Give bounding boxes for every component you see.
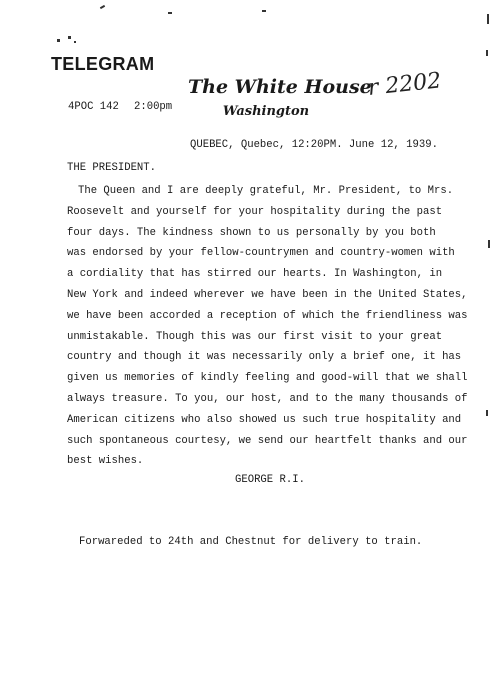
scan-mark [57, 39, 60, 42]
scan-mark [486, 410, 488, 416]
scan-mark [100, 5, 105, 9]
body-line: New York and indeed wherever we have been in the United States, [67, 288, 468, 301]
message-body [67, 181, 467, 472]
scan-mark [68, 36, 71, 39]
body-line: best wishes. [67, 455, 144, 468]
letterhead-subtitle: Washington [222, 104, 310, 119]
scan-mark [488, 240, 490, 248]
telegram-header-label: TELEGRAM [51, 54, 155, 74]
letterhead-title: The White House [188, 76, 372, 98]
scan-mark [262, 10, 266, 12]
body-line: we have been accorded a reception of which the friendliness was [67, 309, 468, 322]
body-line: such spontaneous courtesy, we send our heartfelt thanks and our [67, 434, 468, 447]
body-line: always treasure. To you, our host, and to the many thousands of [67, 392, 468, 405]
signature: GEORGE R.I. [235, 474, 305, 486]
forwarding-note: Forwareded to 24th and Chestnut for delivery to train. [79, 536, 423, 548]
handwritten-file-number: r 2202 [366, 68, 443, 101]
body-line: country and though it was necessarily only a brief one, it has [67, 351, 462, 364]
body-line: given us memories of kindly feeling and good-will that we shall [67, 372, 468, 385]
scan-mark [168, 12, 172, 14]
body-line: a cordiality that has stirred our hearts. In Washington, in [67, 268, 443, 281]
body-line: four days. The kindness shown to us personally by you both [67, 226, 436, 239]
scan-mark [74, 41, 76, 43]
dateline: QUEBEC, Quebec, 12:20PM. June 12, 1939. [190, 139, 438, 151]
scan-mark [487, 14, 489, 24]
body-line: Roosevelt and yourself for your hospitality during the past [67, 205, 443, 218]
body-line: unmistakable. Though this was our first visit to your great [67, 330, 443, 343]
body-line: American citizens who also showed us such true hospitality and [67, 413, 462, 426]
received-time: 2:00pm [134, 101, 173, 113]
salutation: THE PRESIDENT. [67, 162, 157, 174]
message-id: 4POC 142 [68, 101, 119, 113]
body-line: was endorsed by your fellow-countrymen and country-women with [67, 247, 455, 260]
scan-mark [486, 50, 488, 56]
body-line: The Queen and I are deeply grateful, Mr. President, to Mrs. [78, 185, 454, 197]
